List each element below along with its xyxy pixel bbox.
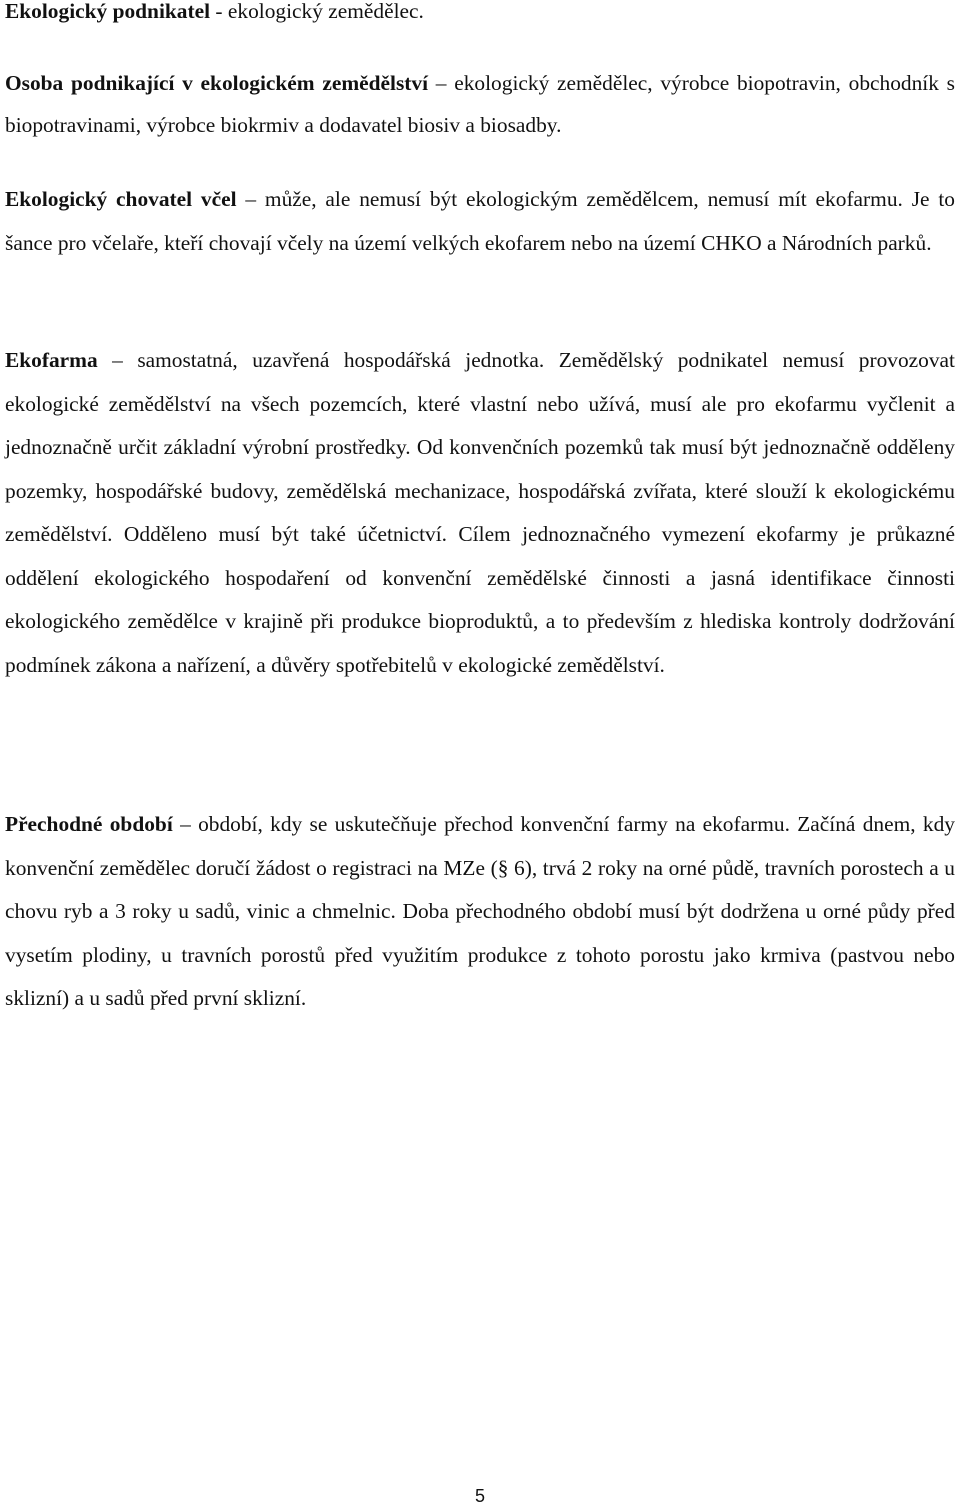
definition-text: – období, kdy se uskutečňuje přechod konvenční farmy na ekofarmu. Začíná dnem, kdy konvenční zemědělec doručí žádost o registraci na MZe (§ 6), trvá 2 roky na orné půdě, travních porostech a u chovu ryb a 3 roky u sadů, vinic a chmelnic. Doba přechodného období musí být dodržena u orné půdy před vysetím plodiny, u travních porostů před využitím produkce z tohoto porostu jako krmiva (pastvou nebo sklizní) a u sadů před první sklizní. (5, 812, 955, 1010)
definition-paragraph (5, 178, 955, 265)
definition-text: – může, ale nemusí být ekologickým zemědělcem, nemusí mít ekofarmu. Je to šance pro včelaře, kteří chovají včely na území velkých ekofarem nebo na území CHKO a Národních parků. (5, 187, 955, 255)
definition-paragraph (5, 62, 955, 146)
definition-term: Ekologický chovatel včel (5, 187, 237, 211)
heading-bold: Ekologický podnikatel (5, 0, 211, 23)
definition-paragraph (5, 803, 955, 1021)
definition-term: Ekofarma (5, 348, 98, 372)
heading-rest: - ekologický zemědělec. (210, 0, 424, 23)
definition-term: Přechodné období (5, 812, 173, 836)
section-heading (5, 0, 955, 31)
definition-paragraph (5, 339, 955, 687)
definition-text: – samostatná, uzavřená hospodářská jednotka. Zemědělský podnikatel nemusí provozovat ekologické zemědělství na všech pozemcích, které vlastní nebo užívá, musí ale pro ekofarmu vyčlenit a jednoznačně určit základní výrobní prostředky. Od konvenčních pozemků tak musí být jednoznačně odděleny pozemky, hospodářské budovy, zemědělská mechanizace, hospodářská zvířata, které slouží k ekologickému zemědělství. Odděleno musí být také účetnictví. Cílem jednoznačného vymezení ekofarmy je průkazné oddělení ekologického hospodaření od konvenční zemědělské činnosti a jasná identifikace činnosti ekologického zemědělce v krajině při produkce bioproduktů, a to především z hlediska kontroly dodržování podmínek zákona a nařízení, a důvěry spotřebitelů v ekologické zemědělství. (5, 348, 955, 677)
definition-term: Osoba podnikající v ekologickém zemědělství (5, 71, 429, 95)
definition-text: – ekologický zemědělec, výrobce biopotravin, obchodník s biopotravinami, výrobce biokrmiv a dodavatel biosiv a biosadby. (5, 71, 955, 137)
page-number: 5 (474, 1486, 485, 1506)
